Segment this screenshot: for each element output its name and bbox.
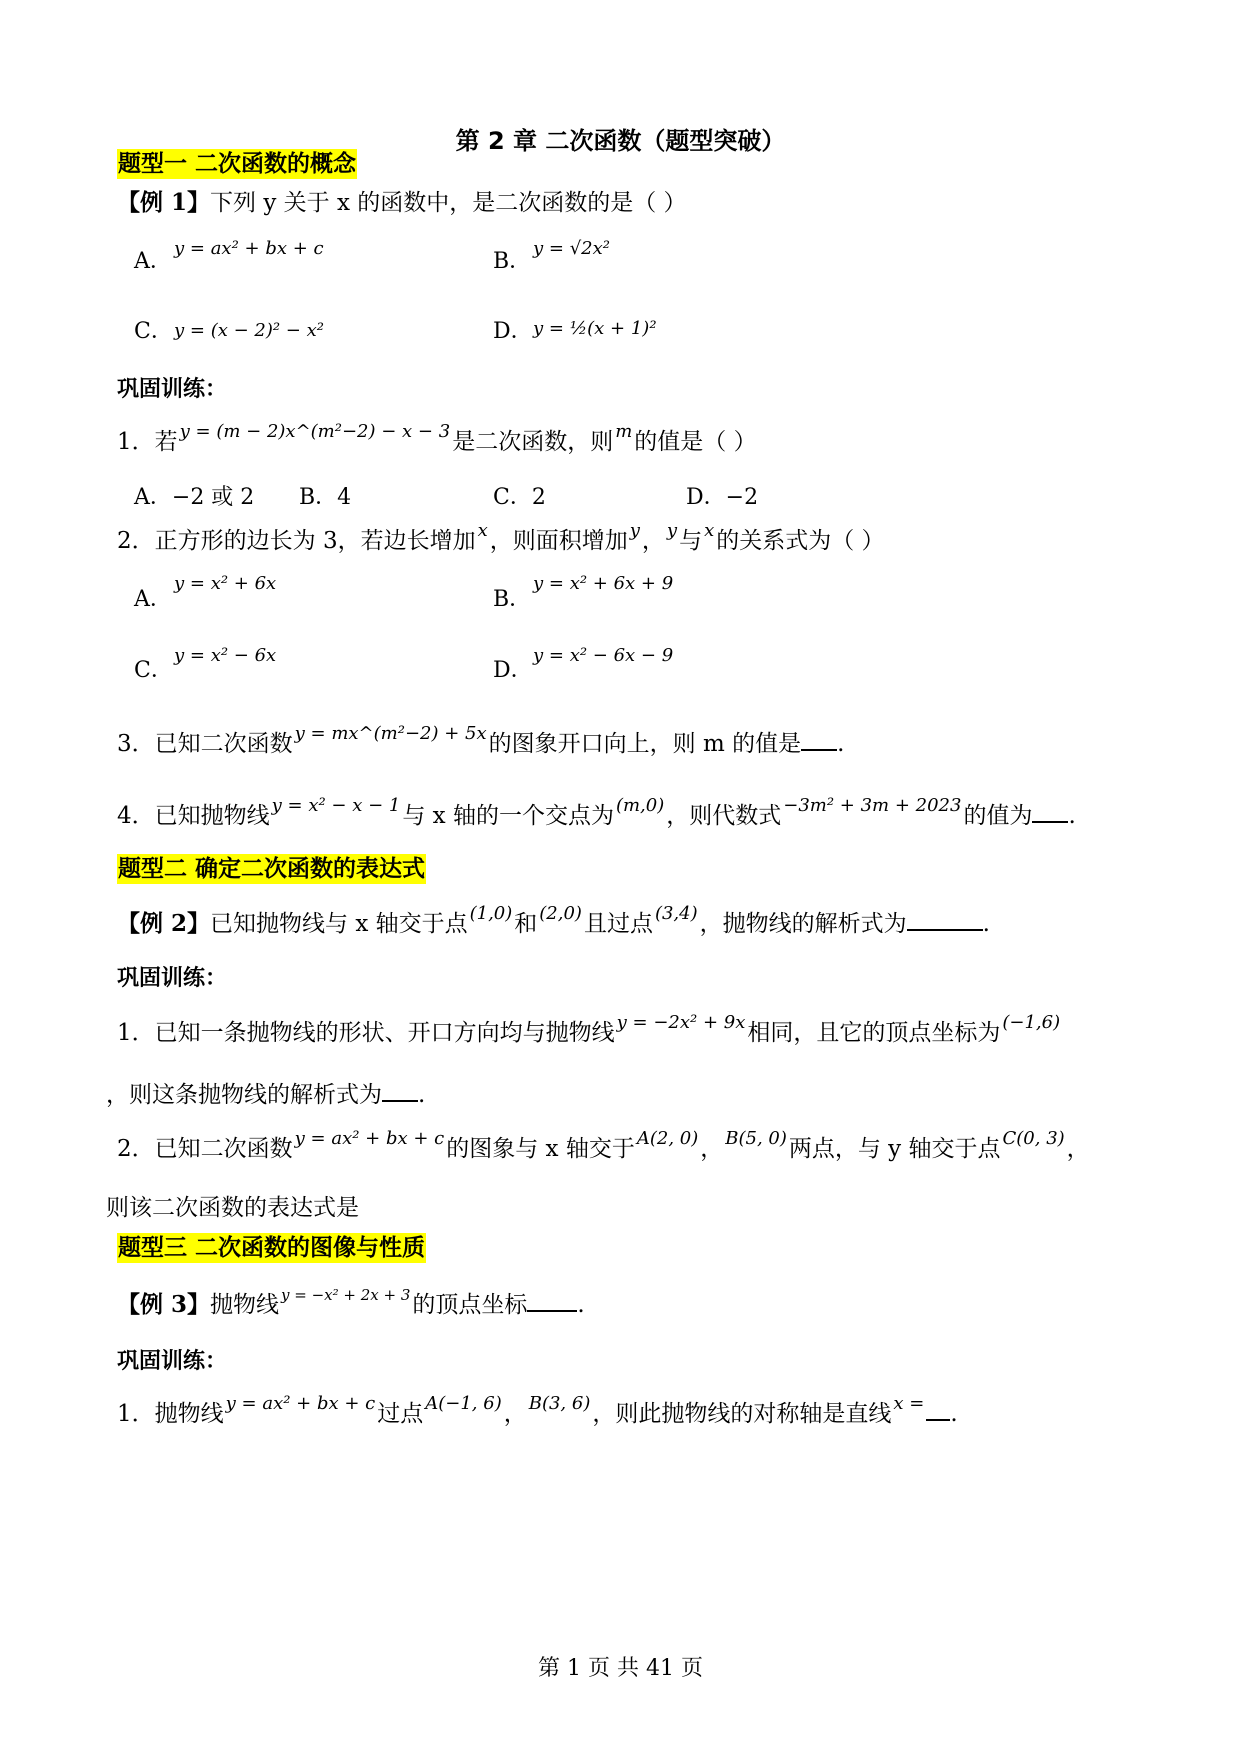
question-text: 3．已知二次函数 xyxy=(117,731,293,757)
option-d-label: D． xyxy=(493,319,533,344)
practice-2-question-1-cont: ，则这条抛物线的解析式为 . xyxy=(106,1078,425,1110)
question-formula: y = (m − 2)x^(m²−2) − x − 3 xyxy=(179,421,451,442)
option-b-formula: y = x² + 6x + 9 xyxy=(533,573,674,594)
example-tag: 【例 1】 xyxy=(117,189,211,216)
practice-3-question-1: 1．抛物线 $^{y = ax^2 + bx + c}$过点 $^{A(-1, 6)}$， $^{B(3, 6)}$，则此抛物线的对称轴是直线 $^{x =}$ . xyxy=(117,1393,958,1427)
option-b: B．4 xyxy=(299,485,352,510)
question-text: 4．已知抛物线 xyxy=(117,803,270,829)
practice-1-question-3: 3．已知二次函数 $^{y = mx\^{}(m^2-2) + 5x}$的图象开口向上，则 m 的值是 . xyxy=(117,723,845,757)
point: (m,0) xyxy=(615,795,665,816)
answer-blank[interactable] xyxy=(926,1397,950,1421)
practice-2-question-1 xyxy=(117,1012,1062,1050)
example-tag: 【例 3】 xyxy=(117,1291,211,1318)
option-a: A．−2 或 2 xyxy=(134,485,255,510)
point-a: A(−1, 6) xyxy=(425,1393,502,1414)
option-b-formula: y = √2x² xyxy=(533,238,610,259)
question-formula: y = mx^(m²−2) + 5x xyxy=(294,723,487,744)
question-text: 2．已知二次函数 xyxy=(117,1136,293,1162)
question-text: 相同，且它的顶点坐标为 xyxy=(747,1020,1001,1046)
example-text: 且过点 xyxy=(583,911,653,937)
question-text: ， xyxy=(1066,1136,1090,1162)
example-text: 抛物线 xyxy=(210,1292,280,1318)
example-text: 和 xyxy=(514,911,538,937)
option-a-label: A． xyxy=(134,249,172,274)
practice-heading: 巩固训练： xyxy=(117,1349,228,1374)
point: (1,0) xyxy=(469,903,513,924)
question-formula: y = ax² + bx + c xyxy=(294,1128,445,1149)
question-text: 的图象与 x 轴交于 xyxy=(446,1136,635,1162)
answer-blank[interactable] xyxy=(907,907,983,931)
answer-blank[interactable] xyxy=(382,1078,418,1102)
practice-1-question-4: 4．已知抛物线 $^{y = x^2 - x - 1}$与 x 轴的一个交点为 $^{(m,0)}$，则代数式 $^{-3m^2 + 3m + 2023}$的值为 . xyxy=(117,795,1076,829)
point-c: C(0, 3) xyxy=(1002,1128,1065,1149)
option-d: D．−2 xyxy=(686,485,759,510)
question-text: 两点，与 y 轴交于点 xyxy=(788,1136,1001,1162)
practice-heading: 巩固训练： xyxy=(117,377,228,402)
option-c-formula: y = (x − 2)² − x² xyxy=(174,320,324,341)
point-b: B(5, 0) xyxy=(725,1128,787,1149)
variable-m: m xyxy=(615,421,633,442)
section-heading-1: 题型一 二次函数的概念 xyxy=(118,151,357,177)
question-formula: y = −2x² + 9x xyxy=(616,1012,746,1033)
point: (3,4) xyxy=(654,903,698,924)
question-text: ，则代数式 xyxy=(666,803,782,829)
practice-2-question-2-cont: 则该二次函数的表达式是 xyxy=(106,1195,359,1221)
question-text: 2．正方形的边长为 3，若边长增加 xyxy=(117,528,476,554)
answer-blank[interactable] xyxy=(1032,799,1068,823)
example-2: 【例 2】已知抛物线与 x 轴交于点 $^{(1,0)}$和 $^{(2,0)}$且过点 $^{(3,4)}$，抛物线的解析式为 . xyxy=(117,903,990,937)
point-a: A(2, 0) xyxy=(636,1128,699,1149)
example-text: 的顶点坐标 xyxy=(412,1292,528,1318)
example-text: ，抛物线的解析式为 xyxy=(699,911,907,937)
variable-x: x = xyxy=(893,1393,925,1414)
example-1 xyxy=(117,188,687,218)
expression: −3m² + 3m + 2023 xyxy=(783,795,962,816)
question-text: 与 xyxy=(679,528,703,554)
option-d-formula: y = ½(x + 1)² xyxy=(533,318,657,339)
point-b: B(3, 6) xyxy=(528,1393,591,1414)
question-text: 是二次函数，则 xyxy=(452,429,614,455)
practice-2-question-2 xyxy=(117,1128,1090,1166)
example-formula: y = −x² + 2x + 3 xyxy=(281,1286,411,1304)
example-text: 下列 y 关于 x 的函数中，是二次函数的是（ ） xyxy=(210,190,687,216)
answer-blank[interactable] xyxy=(801,727,837,751)
question-text: 过点 xyxy=(377,1401,424,1427)
option-a-label: A． xyxy=(134,587,172,612)
page-footer: 第 1 页 共 41 页 xyxy=(538,1656,703,1681)
practice-1-question-1 xyxy=(117,421,757,459)
question-text: 1．抛物线 xyxy=(117,1401,224,1427)
example-text: 已知抛物线与 x 轴交于点 xyxy=(210,911,468,937)
option-c: C．2 xyxy=(493,485,546,510)
point: (−1,6) xyxy=(1002,1012,1061,1033)
option-a-formula: y = ax² + bx + c xyxy=(174,238,324,259)
point: (2,0) xyxy=(539,903,582,924)
option-b-label: B． xyxy=(493,249,532,274)
page-title: 第 2 章 二次函数（题型突破） xyxy=(455,127,786,155)
question-number: 1．若 xyxy=(117,429,178,455)
question-formula: y = x² − x − 1 xyxy=(271,795,401,816)
question-text: ， xyxy=(641,528,665,554)
practice-1-question-2 xyxy=(117,520,885,558)
option-c-label: C． xyxy=(134,658,173,683)
variable-x: x xyxy=(704,520,715,541)
option-c-label: C． xyxy=(134,319,173,344)
practice-heading: 巩固训练： xyxy=(117,966,228,991)
question-text: 的图象开口向上，则 m 的值是 xyxy=(488,731,802,757)
question-text: ， xyxy=(700,1136,724,1162)
variable-y: y xyxy=(666,520,678,541)
question-text: 的值为 xyxy=(963,803,1033,829)
variable-x: x xyxy=(477,520,488,541)
question-text: ，则面积增加 xyxy=(489,528,628,554)
question-text: ，则此抛物线的对称轴是直线 xyxy=(592,1401,892,1427)
section-heading-2: 题型二 确定二次函数的表达式 xyxy=(118,856,426,882)
variable-y: y xyxy=(629,520,640,541)
option-a-formula: y = x² + 6x xyxy=(174,573,277,594)
option-b-label: B． xyxy=(493,587,532,612)
section-heading-3: 题型三 二次函数的图像与性质 xyxy=(118,1235,426,1261)
answer-blank[interactable] xyxy=(527,1288,577,1312)
example-3: 【例 3】抛物线 $^{y = -x^2 + 2x + 3}$的顶点坐标 . xyxy=(117,1286,585,1318)
question-text-end: 的值是（ ） xyxy=(634,429,757,455)
example-tag: 【例 2】 xyxy=(117,910,211,937)
question-formula: y = ax² + bx + c xyxy=(225,1393,376,1414)
question-text: ，则这条抛物线的解析式为 xyxy=(106,1082,382,1108)
option-d-formula: y = x² − 6x − 9 xyxy=(533,645,674,666)
option-d-label: D． xyxy=(493,658,533,683)
question-text: 1．已知一条抛物线的形状、开口方向均与抛物线 xyxy=(117,1020,615,1046)
question-text: 与 x 轴的一个交点为 xyxy=(402,803,614,829)
question-text: ， xyxy=(503,1401,527,1427)
option-c-formula: y = x² − 6x xyxy=(174,645,277,666)
question-text: 的关系式为（ ） xyxy=(716,528,885,554)
